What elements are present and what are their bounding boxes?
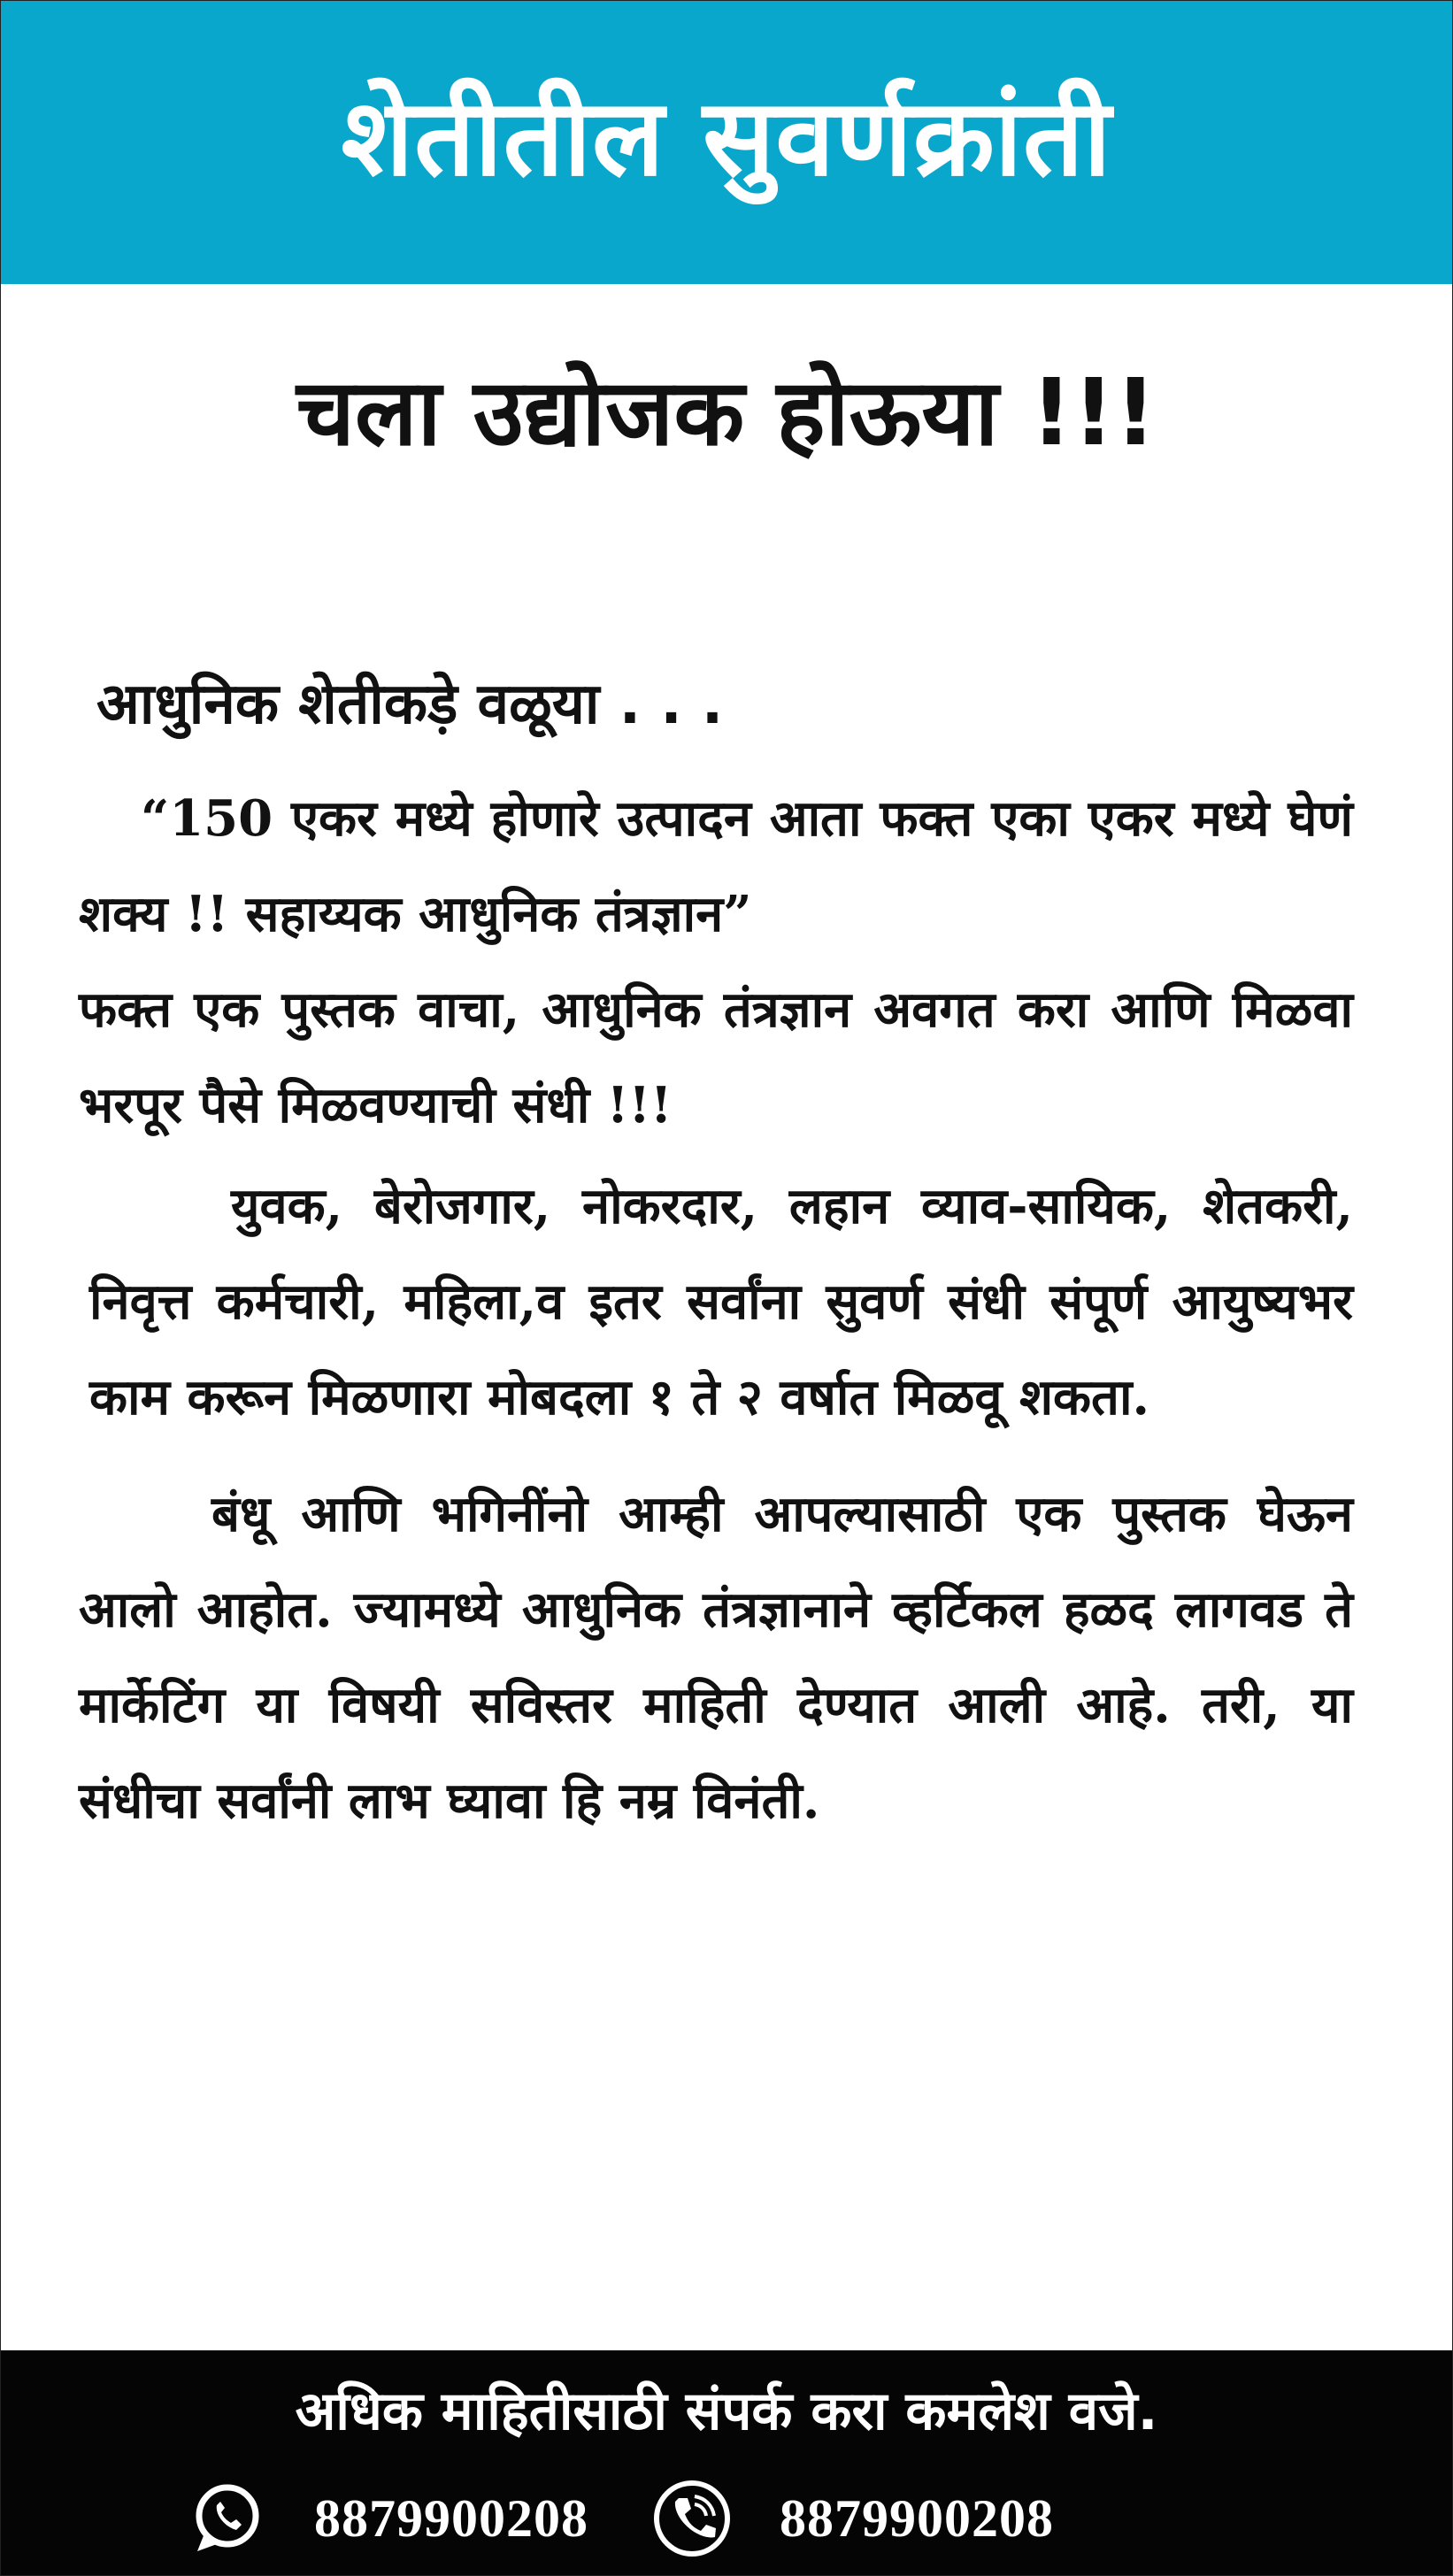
- contact-row: [187, 2474, 1054, 2563]
- subheading: चला उद्योजक होऊया !!!: [296, 358, 1157, 466]
- header-title: शेतीतील सुवर्णक्रांती: [341, 77, 1112, 200]
- whatsapp-icon[interactable]: [187, 2479, 266, 2558]
- main-content: [79, 656, 1353, 1849]
- phone-number[interactable]: 8879900208: [780, 2488, 1054, 2548]
- lead-line: आधुनिक शेतीकड़े वळूया . . .: [96, 672, 724, 737]
- header-band: [1, 1, 1452, 284]
- book-details-paragraph: बंधू आणि भगिनींनो आम्ही आपल्यासाठी एक पुस्तक घेऊन आलो आहोत. ज्यामध्ये आधुनिक तंत्रज्ञानाने व्हर्टिकल हळद लागवड ते मार्केटिंग या विषयी सविस्तर माहिती देण्यात आली आहे. तरी, या संधीचा सर्वांनी लाभ घ्यावा हि नम्र विनंती.: [79, 1485, 1353, 1830]
- quote-paragraph: “150 एकर मध्ये होणारे उत्पादन आता फक्त एका एकर मध्ये घेणं शक्य !! सहाय्यक आधुनिक तंत्रज्ञान”: [79, 789, 1353, 943]
- whatsapp-number[interactable]: 8879900208: [314, 2488, 588, 2548]
- footer-band: [1, 2350, 1452, 2575]
- book-offer-paragraph: फक्त एक पुस्तक वाचा, आधुनिक तंत्रज्ञान अवगत करा आणि मिळवा भरपूर पैसे मिळवण्याची संधी !!!: [79, 980, 1353, 1134]
- phone-icon[interactable]: [652, 2479, 732, 2558]
- audience-paragraph: युवक, बेरोजगार, नोकरदार, लहान व्याव-सायिक, शेतकरी, निवृत्त कर्मचारी, महिला,व इतर सर्वांना सुवर्ण संधी संपूर्ण आयुष्यभर काम करून मिळणारा मोबदला १ ते २ वर्षात मिळवू शकता.: [89, 1177, 1353, 1426]
- contact-text: अधिक माहितीसाठी संपर्क करा कमलेश वजे.: [295, 2380, 1158, 2442]
